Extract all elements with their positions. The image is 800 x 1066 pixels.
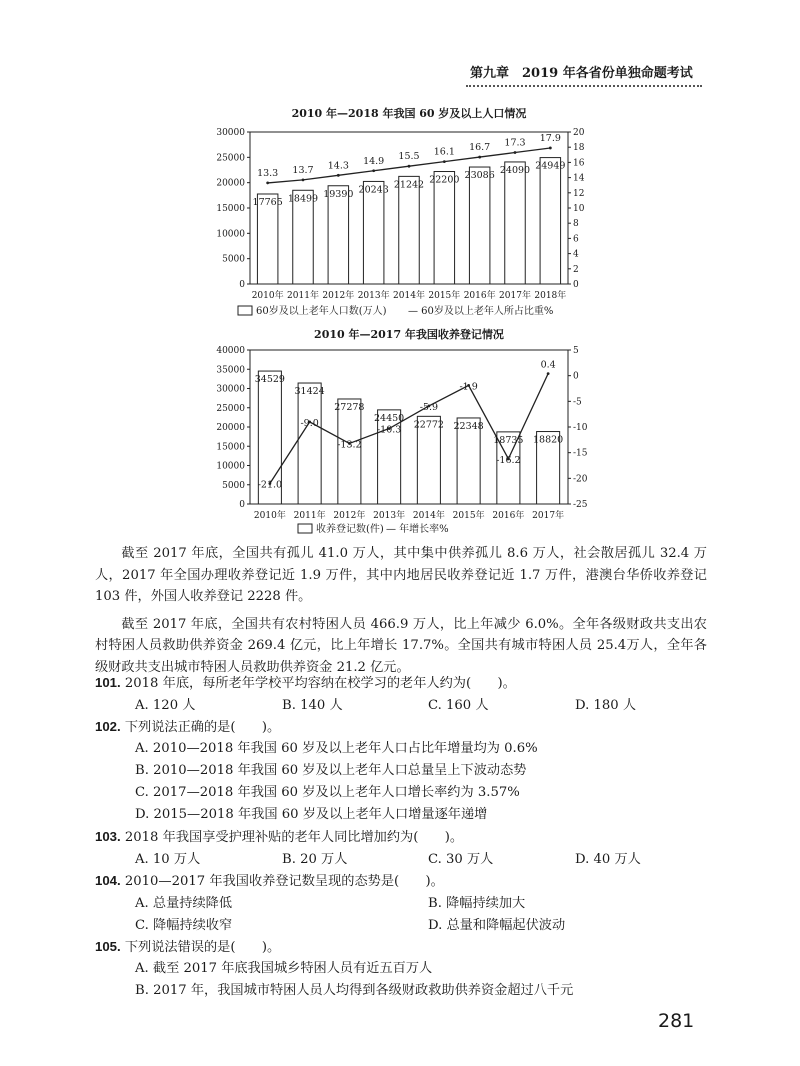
right-axis-tick-label: 5 xyxy=(573,346,579,356)
x-axis-tick-label: 2016年 xyxy=(463,291,496,301)
line-point xyxy=(266,182,269,185)
x-axis-tick-label: 2011年 xyxy=(287,291,319,301)
legend-bar-label: 60岁及以上老年人口数(万人) xyxy=(256,306,387,317)
line-data-label: 17.9 xyxy=(539,132,561,144)
legend-line-label: — 年增长率% xyxy=(386,524,449,535)
left-axis-tick-label: 20000 xyxy=(216,178,245,189)
line-point xyxy=(443,160,446,163)
option-b: B. 2010—2018 年我国 60 岁及以上老年人口总量呈上下波动态势 xyxy=(135,763,527,778)
right-axis-tick-label: 0 xyxy=(573,280,579,290)
bar xyxy=(363,181,383,284)
question-103 xyxy=(95,826,707,849)
bar-data-label: 23086 xyxy=(464,170,495,182)
legend-bar-label: 收养登记数(件) xyxy=(316,524,384,535)
line-data-label: 17.3 xyxy=(504,137,526,149)
left-axis-tick-label: 5000 xyxy=(222,254,245,265)
question-number: 103. xyxy=(95,829,121,844)
question-104 xyxy=(95,870,707,893)
left-axis-tick-label: 30000 xyxy=(216,128,245,138)
option-d: D. 总量和降幅起伏波动 xyxy=(428,918,566,933)
bar-data-label: 18499 xyxy=(287,193,319,205)
option-a: A. 10 万人 xyxy=(135,852,201,867)
left-axis-tick-label: 20000 xyxy=(216,423,245,433)
line-data-label: -5.9 xyxy=(419,401,439,413)
option-a: A. 2010—2018 年我国 60 岁及以上老年人口占比年增量均为 0.6% xyxy=(135,741,538,756)
bar-data-label: 21242 xyxy=(393,179,425,191)
option-a: A. 截至 2017 年底我国城乡特困人员有近五百万人 xyxy=(135,961,433,976)
chart-title: 2010 年—2018 年我国 60 岁及以上人口情况 xyxy=(291,107,527,120)
option-b: B. 2017 年，我国城市特困人员人均得到各级财政救助供养资金超过八千元 xyxy=(135,983,574,998)
bar-data-label: 18735 xyxy=(493,434,524,446)
bar-data-label: 22772 xyxy=(413,419,444,431)
header-rule xyxy=(466,85,702,87)
elderly-population-chart xyxy=(190,100,610,328)
line-data-label: 16.1 xyxy=(433,146,455,158)
line-data-label: 0.4 xyxy=(540,359,556,371)
bar-data-label: 20243 xyxy=(358,184,389,196)
line-data-label: -10.3 xyxy=(376,424,402,436)
question-101-options xyxy=(135,694,705,716)
option-c: C. 2017—2018 年我国 60 岁及以上老年人口增长率约为 3.57% xyxy=(135,785,520,800)
line-data-label: -1.9 xyxy=(459,381,478,393)
option-c: C. 160 人 xyxy=(428,698,489,713)
bar-data-label: 22200 xyxy=(429,174,460,186)
line-data-label: -9.0 xyxy=(300,417,319,429)
option-d: D. 180 人 xyxy=(575,698,637,713)
x-axis-tick-label: 2012年 xyxy=(333,511,366,521)
line-data-label: -21.0 xyxy=(257,479,283,491)
line-data-label: 13.7 xyxy=(292,164,314,176)
paragraph-orphans: 截至 2017 年底，全国共有孤儿 41.0 万人，其中集中供养孤儿 8.6 万人，社会散居孤儿 32.4 万人，2017 年全国办理收养登记近 1.9 万件，其中内地居民收养登记近 1.7 万件，港澳台华侨收养登记 103 件，外国人收养登记 2228 件。 xyxy=(95,546,707,605)
bar-data-label: 24949 xyxy=(535,160,566,172)
bar-data-label: 22348 xyxy=(453,420,484,432)
adoption-registration-chart xyxy=(190,326,610,538)
x-axis-tick-label: 2018年 xyxy=(534,291,567,301)
line-point xyxy=(302,178,305,181)
bar-data-label: 19390 xyxy=(323,188,354,200)
bar-data-label: 34529 xyxy=(254,374,285,386)
right-axis-tick-label: 4 xyxy=(573,249,579,260)
line-point xyxy=(549,147,552,150)
option-b: B. 降幅持续加大 xyxy=(428,896,526,911)
question-number: 101. xyxy=(95,675,121,690)
right-axis-tick-label: -10 xyxy=(573,423,588,433)
line-point xyxy=(372,169,375,172)
question-105 xyxy=(95,936,707,959)
left-axis-tick-label: 35000 xyxy=(216,365,245,376)
line-data-label: 13.3 xyxy=(257,167,279,179)
line-point xyxy=(337,174,340,177)
page-number: 281 xyxy=(658,1010,695,1032)
right-axis-tick-label: -25 xyxy=(573,500,588,510)
x-axis-tick-label: 2011年 xyxy=(293,511,326,521)
line-data-label: 15.5 xyxy=(398,151,420,163)
line-data-label: -16.2 xyxy=(496,454,521,466)
paragraph-poverty: 截至 2017 年底，全国共有农村特困人员 466.9 万人，比上年减少 6.0%。全年各级财政共支出农村特困人员救助供养资金 269.4 亿元，比上年增长 17.7%。全国共有城市特困人员 25.4万人，全年各级财政共支出城市特困人员救助供养资金 21.2 亿元。 xyxy=(95,616,707,675)
question-number: 104. xyxy=(95,873,121,888)
x-axis-tick-label: 2016年 xyxy=(492,511,525,521)
line-point xyxy=(408,165,411,168)
question-stem: 下列说法错误的是( )。 xyxy=(124,940,281,955)
x-axis-tick-label: 2015年 xyxy=(428,291,461,301)
question-103-options xyxy=(135,848,705,870)
bar-data-label: 24090 xyxy=(499,164,531,176)
chart-title: 2010 年—2017 年我国收养登记情况 xyxy=(314,328,504,341)
bar-data-label: 24450 xyxy=(374,412,405,424)
right-axis-tick-label: 2 xyxy=(573,264,579,275)
x-axis-tick-label: 2010年 xyxy=(253,511,286,521)
left-axis-tick-label: 30000 xyxy=(216,384,245,395)
right-axis-tick-label: -5 xyxy=(573,397,582,408)
right-axis-tick-label: 16 xyxy=(573,158,585,169)
left-axis-tick-label: 15000 xyxy=(216,442,245,453)
right-axis-tick-label: 12 xyxy=(573,188,585,199)
right-axis-tick-label: 10 xyxy=(573,204,585,214)
legend-bar-swatch xyxy=(238,306,252,315)
line-data-label: 14.9 xyxy=(363,155,385,167)
legend-line-label: — 60岁及以上老年人所占比重% xyxy=(408,306,554,317)
bar-data-label: 17765 xyxy=(252,196,283,208)
right-axis-tick-label: 18 xyxy=(573,143,585,154)
left-axis-tick-label: 10000 xyxy=(216,229,245,240)
x-axis-tick-label: 2017年 xyxy=(532,511,565,521)
question-104-options-row2 xyxy=(135,914,705,936)
option-c: C. 30 万人 xyxy=(428,852,494,867)
right-axis-tick-label: 6 xyxy=(573,234,579,245)
question-number: 105. xyxy=(95,939,121,954)
question-number: 102. xyxy=(95,719,121,734)
line-point xyxy=(514,151,517,154)
bar xyxy=(293,190,313,284)
option-c: C. 降幅持续收窄 xyxy=(135,918,233,933)
right-axis-tick-label: 14 xyxy=(573,173,585,184)
legend-bar-swatch xyxy=(298,524,312,533)
line-point xyxy=(478,156,481,159)
bar xyxy=(469,167,489,284)
option-b: B. 140 人 xyxy=(282,698,343,713)
bar-data-label: 27278 xyxy=(334,401,365,413)
question-102 xyxy=(95,716,707,739)
question-104-options-row1 xyxy=(135,892,705,914)
left-axis-tick-label: 25000 xyxy=(216,153,245,164)
option-a: A. 120 人 xyxy=(135,698,196,713)
x-axis-tick-label: 2014年 xyxy=(412,511,445,521)
question-stem: 下列说法正确的是( )。 xyxy=(124,720,281,735)
x-axis-tick-label: 2015年 xyxy=(452,511,485,521)
body-paragraphs xyxy=(95,543,707,679)
left-axis-tick-label: 25000 xyxy=(216,403,245,414)
right-axis-tick-label: 20 xyxy=(573,128,585,138)
bar xyxy=(338,399,361,504)
question-stem: 2018 年底，每所老年学校平均容纳在校学习的老年人约为( )。 xyxy=(124,676,516,691)
left-axis-tick-label: 40000 xyxy=(216,346,245,356)
bar xyxy=(434,172,454,284)
x-axis-tick-label: 2013年 xyxy=(357,291,390,301)
x-axis-tick-label: 2012年 xyxy=(322,291,355,301)
left-axis-tick-label: 15000 xyxy=(216,204,245,214)
option-a: A. 总量持续降低 xyxy=(135,896,233,911)
right-axis-tick-label: 0 xyxy=(573,371,579,382)
bar xyxy=(328,186,348,284)
question-stem: 2010—2017 年我国收养登记数呈现的态势是( )。 xyxy=(124,874,444,889)
x-axis-tick-label: 2017年 xyxy=(499,291,531,301)
question-101 xyxy=(95,672,707,695)
bar xyxy=(298,383,321,504)
option-d: D. 2015—2018 年我国 60 岁及以上老年人口增量逐年递增 xyxy=(135,807,488,822)
bar xyxy=(540,158,560,284)
bar xyxy=(505,162,525,284)
running-header: 第九章 2019 年各省份单独命题考试 xyxy=(470,66,693,81)
line-data-label: 14.3 xyxy=(327,160,349,172)
option-b: B. 20 万人 xyxy=(282,852,348,867)
bar-data-label: 18820 xyxy=(533,434,564,446)
left-axis-tick-label: 5000 xyxy=(222,480,245,491)
left-axis-tick-label: 10000 xyxy=(216,461,245,472)
right-axis-tick-label: -20 xyxy=(573,474,588,485)
left-axis-tick-label: 0 xyxy=(239,500,245,510)
right-axis-tick-label: 8 xyxy=(573,219,579,230)
right-axis-tick-label: -15 xyxy=(573,448,588,459)
question-stem: 2018 年我国享受护理补贴的老年人同比增加约为( )。 xyxy=(124,830,464,845)
x-axis-tick-label: 2010年 xyxy=(251,291,284,301)
line-data-label: 16.7 xyxy=(469,142,491,154)
bar xyxy=(399,176,419,284)
x-axis-tick-label: 2014年 xyxy=(393,291,425,301)
left-axis-tick-label: 0 xyxy=(239,280,245,290)
line-point xyxy=(547,372,550,375)
option-d: D. 40 万人 xyxy=(575,852,641,867)
line-data-label: -13.2 xyxy=(337,439,362,451)
x-axis-tick-label: 2013年 xyxy=(373,511,406,521)
bar-data-label: 31424 xyxy=(294,386,325,398)
